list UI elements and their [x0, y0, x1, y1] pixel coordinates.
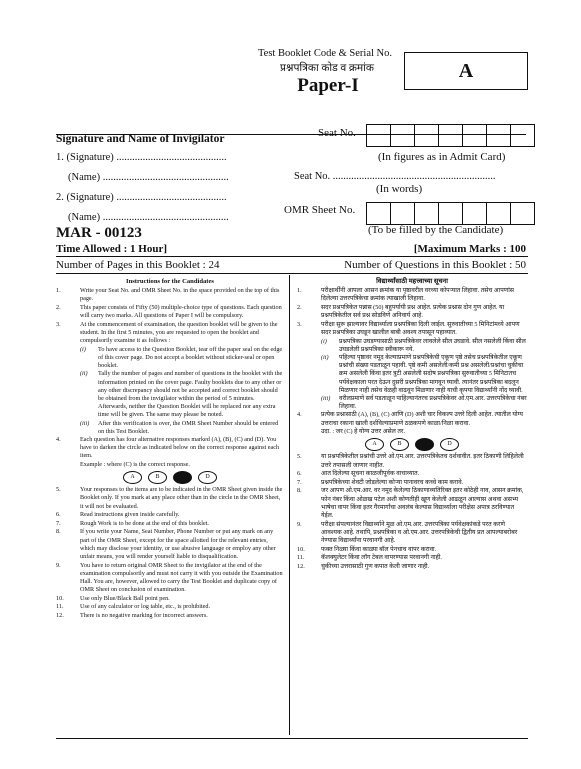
code-label-mr: प्रश्नपत्रिका कोड व क्रमांक: [280, 63, 374, 74]
sub-instruction-number: (ii): [80, 370, 88, 378]
instruction-text: आत दिलेल्या सूचना काळजीपूर्वक वाचाव्यात.: [321, 470, 420, 478]
invigilator-1-name[interactable]: (Name) ................................................: [68, 172, 229, 183]
maximum-marks: [Maximum Marks : 100: [413, 243, 526, 255]
sub-instruction-text: To have access to the Question Booklet, tear off the paper seal on the edge of this cover page. Do not accept a booklet without sticker-seal or open booklet.: [98, 345, 283, 370]
instruction-item: [297, 470, 527, 478]
instruction-item: [56, 562, 284, 595]
instruction-text: There is no negative marking for incorrect answers.: [80, 612, 208, 620]
instruction-item: [56, 304, 284, 320]
column-divider: [289, 275, 290, 735]
divider: [56, 256, 528, 257]
instruction-item: [56, 321, 284, 346]
instruction-text: सदर प्रश्नपत्रिकेत पन्नास (50) बहुपर्यायी प्रश्न आहेत. प्रत्येक प्रश्नास दोन गुण आहेत. या प्रश्नपत्रिकेतील सर्व प्रश्न सोडविणे अनिवार्य आहे.: [321, 304, 505, 320]
instruction-text: Each question has four alternative responses marked (A), (B), (C) and (D). You have to darken the circle as indicated below on the correct response against each item.: [80, 436, 280, 460]
instruction-text: If you write your Name, Seat Number, Phone Number or put any mark on any part of the OMR Sheet, except for the space allotted for the relevant entries, which may disclose your identity, or use abusive language or employ any other unfair means, you will render yourself liable to disqualification.: [80, 528, 276, 561]
instruction-item: [297, 479, 527, 487]
sub-instruction-number: (iii): [80, 419, 90, 427]
instruction-item: [56, 511, 284, 519]
exam-code: MAR - 00123: [56, 225, 142, 241]
seat-in-words-note: (In words): [376, 183, 423, 195]
sub-instruction-text: वरीलप्रमाणे सर्व पडताळून पाहिल्यानंतरच प्रश्नपत्रिकेवर ओ.एम.आर. उत्तरपत्रिकेचा नंबर लिहावा.: [339, 395, 527, 411]
instruction-number: 8.: [297, 487, 302, 495]
instruction-item: [56, 528, 284, 561]
instruction-item: [297, 546, 527, 554]
instruction-number: 4.: [297, 411, 302, 419]
seat-no-words[interactable]: Seat No. ..............................................................: [294, 171, 496, 182]
instruction-item: [297, 487, 527, 520]
code-label-en: Test Booklet Code & Serial No.: [258, 48, 392, 59]
instruction-number: 9.: [297, 520, 302, 528]
instruction-item: [297, 453, 527, 469]
instruction-text: Example : where (C) is the correct response.: [80, 461, 190, 469]
instruction-item: [297, 521, 527, 546]
seat-no-label: Seat No.: [318, 127, 356, 139]
instruction-text: परीक्षा संपल्यानंतर विद्यार्थ्याने मूळ ओ.एम.आर. उत्तरपत्रिका पर्यवेक्षकांकडे परत करणे आवश्यक आहे. तथापि, प्रश्नपत्रिका व ओ.एम.आर. उत्तरपत्रिकेची द्वितीय प्रत आपल्याबरोबर नेण्यास विद्यार्थ्यांना परवानगी आहे.: [321, 520, 518, 545]
example-bubbles: [56, 471, 284, 484]
instruction-text: Write your Seat No. and OMR Sheet No. in the space provided on the top of this page.: [80, 287, 280, 303]
instruction-number: 6.: [297, 470, 302, 478]
instruction-number: 1.: [297, 287, 302, 295]
instruction-number: 2.: [56, 304, 61, 311]
instruction-number: 12.: [56, 612, 64, 620]
instruction-number: 7.: [297, 478, 302, 486]
sub-instruction: [321, 338, 527, 354]
sub-instruction-number: (i): [80, 345, 86, 353]
instruction-item: [297, 411, 527, 427]
instruction-number: 11.: [56, 603, 64, 611]
instruction-text: फक्त निळ्या किंवा काळ्या बॉल पेनचाच वापर करावा.: [321, 545, 437, 553]
instruction-item: [56, 486, 284, 511]
instruction-number: 11.: [297, 554, 305, 562]
answer-bubble: A: [365, 438, 384, 451]
instruction-number: 8.: [56, 528, 61, 536]
instructions-en-title: Instructions for the Candidates: [126, 278, 214, 285]
instruction-number: 5.: [297, 453, 302, 461]
instruction-item: [297, 321, 527, 337]
instruction-item: [56, 603, 284, 611]
question-count: Number of Questions in this Booklet : 50: [344, 259, 526, 271]
sub-instruction-number: (iii): [321, 395, 331, 403]
invigilator-title: Signature and Name of Invigilator: [56, 133, 225, 145]
instruction-number: 12.: [297, 562, 305, 570]
sub-instruction-number: (i): [321, 337, 327, 345]
invigilator-2-signature[interactable]: 2. (Signature) ..........................................: [56, 192, 227, 203]
instructions-en: [56, 278, 284, 621]
instruction-item: [56, 436, 284, 461]
answer-bubble: [415, 438, 434, 451]
instruction-number: 10.: [297, 545, 305, 553]
instruction-text: उदा. : जर (C) हे योग्य उत्तर असेल तर.: [321, 428, 405, 436]
instruction-number: 3.: [297, 320, 302, 328]
instruction-number: 6.: [56, 511, 61, 519]
instruction-text: Use of any calculator or log table, etc., is prohibited.: [80, 603, 211, 611]
paper-title: Paper-I: [297, 75, 359, 96]
instruction-text: You have to return original OMR Sheet to the invigilator at the end of the examination compulsorily and must not carry it with you outside the Examination Hall. You are, however, allowed to carry the Test Booklet and duplicate copy of OMR Sheet on conclusion of examination.: [80, 561, 283, 594]
instruction-number: 5.: [56, 486, 61, 494]
instruction-number: 2.: [297, 304, 302, 311]
instruction-item: [297, 554, 527, 562]
instruction-text: Your responses to the items are to be indicated in the OMR Sheet given inside the Booklet only. If you mark at any place other than in the circle in the OMR Sheet, it will not be evaluated.: [80, 486, 283, 510]
instructions-mr: [297, 278, 527, 571]
instruction-item: [56, 520, 284, 528]
instruction-number: 10.: [56, 594, 64, 602]
sub-instruction: [321, 395, 527, 411]
instructions-mr-title: विद्यार्थ्यांसाठी महत्त्वाच्या सूचना: [376, 278, 448, 285]
instruction-text: परीक्षा सुरू झाल्यावर विद्यार्थ्याला प्रश्नपत्रिका दिली जाईल. सुरुवातीच्या 5 मिनिटांमध्ये आपण सदर प्रश्नपत्रिका उघडून खालील बाबी अवश्य तपासून पहाव्यात.: [321, 320, 520, 336]
invigilator-2-name[interactable]: (Name) ................................................: [68, 212, 229, 223]
sub-instruction-number: (ii): [321, 354, 329, 361]
instruction-text: This paper consists of Fifty (50) multiple-choice type of questions. Each question will carry two marks. All questions of Paper I will be compulsory.: [80, 304, 282, 320]
instruction-text: परीक्षार्थींनी आपला आसन क्रमांक या पृष्ठावरील वरच्या कोपऱ्यात लिहावा. तसेच आपणांस दिलेल्या उत्तरपत्रिकेचा क्रमांक त्याखाली लिहावा.: [321, 287, 514, 303]
sub-instruction-text: प्रश्नपत्रिका उघडण्यासाठी प्रश्नपत्रिकेवर लावलेले सील उघडावे. सील नसलेली किंवा सील उघडलेली प्रश्नपत्रिका स्वीकारू नये.: [339, 337, 526, 353]
instruction-text: प्रश्नपत्रिकेच्या शेवटी जोडलेल्या कोऱ्या पानावरच कच्चे काम करावे.: [321, 478, 464, 486]
instruction-text: At the commencement of examination, the question booklet will be given to the student. In the first 5 minutes, you are requested to open the booklet and compulsorily examine it as follows :: [80, 320, 278, 345]
instruction-item: [297, 304, 527, 320]
seat-no-note: (In figures as in Admit Card): [378, 151, 506, 163]
instruction-item: [56, 287, 284, 303]
answer-bubble: B: [390, 438, 409, 451]
omr-sheet-boxes[interactable]: [366, 202, 535, 225]
instruction-text: जर आपण ओ.एम.आर. वर नमूद केलेल्या ठिकाणाव्यतिरिक्त इतर कोठेही नाव, आसन क्रमांक, फोन नंबर किंवा ओळख पटेल अशी कोणतीही खूण केलेली आढळून आल्यास अथवा असभ्य भाषेचा वापर किंवा इतर गैरमार्गांचा अवलंब केल्यास विद्यार्थ्याला परीक्षेस अपात्र ठरविण्यात येईल.: [321, 487, 524, 520]
answer-bubble: B: [148, 471, 167, 484]
sub-instruction: [321, 354, 527, 395]
instruction-text: या प्रश्नपत्रिकेतील प्रश्नांची उत्तरे ओ.एम.आर. उत्तरपत्रिकेतच दर्शवावीत. इतर ठिकाणी लिहिलेली उत्तरे तपासली जाणार नाहीत.: [321, 453, 524, 469]
instruction-number: 7.: [56, 519, 61, 527]
sub-instruction: [80, 420, 284, 436]
instruction-text: कॅलक्युलेटर किंवा लॉग टेबल वापरण्यास परवानगी नाही.: [321, 554, 442, 562]
instruction-item: [56, 461, 284, 469]
instruction-number: [297, 428, 321, 436]
booklet-code-box: A: [404, 52, 528, 90]
sub-instruction-text: Tally the number of pages and number of questions in the booklet with the information printed on the cover page. Faulty booklets due to any other or any other discrepancy should not be accepted and correct booklet should be obtained from the invigilator within the period of 5 minutes. Afterwards, neither the Question Booklet will be replaced nor any extra time will be given. The same may please be noted.: [98, 370, 283, 419]
instruction-item: [297, 563, 527, 571]
page-count: Number of Pages in this Booklet : 24: [56, 259, 220, 271]
instruction-item: [56, 612, 284, 620]
instruction-text: चुकीच्या उत्तरासाठी गुण कपात केली जाणार नाही.: [321, 562, 430, 570]
instruction-text: Rough Work is to be done at the end of this booklet.: [80, 519, 209, 527]
sub-instruction: [80, 346, 284, 371]
omr-sheet-label: OMR Sheet No.: [284, 204, 356, 216]
bottom-rule: [56, 738, 528, 739]
divider: [56, 273, 528, 274]
instruction-text: Read instructions given inside carefully.: [80, 511, 180, 519]
answer-bubble: [173, 471, 192, 484]
instruction-number: 4.: [56, 436, 61, 444]
instruction-item: [56, 595, 284, 603]
example-bubbles-mr: [297, 438, 527, 451]
instruction-number: [56, 461, 80, 469]
instruction-number: 1.: [56, 287, 61, 295]
sub-instruction: [80, 370, 284, 419]
instruction-number: 3.: [56, 320, 61, 328]
instruction-text: प्रत्येक प्रश्नासाठी (A), (B), (C) आणि (D) अशी चार विकल्प उत्तरे दिली आहेत. त्यातील योग्य उत्तराचा रकाना खाली दर्शविल्याप्रमाणे ठळकपणे काळा/निळा करावा.: [321, 411, 523, 427]
sub-instruction-text: After this verification is over, the OMR Sheet Number should be entered on this Test Booklet.: [98, 419, 279, 435]
time-allowed: Time Allowed : 1 Hour]: [56, 243, 168, 255]
answer-bubble: D: [440, 438, 459, 451]
seat-no-boxes[interactable]: [366, 124, 535, 147]
answer-bubble: D: [198, 471, 217, 484]
instruction-number: 9.: [56, 561, 61, 569]
instruction-text: Use only Blue/Black Ball point pen.: [80, 594, 170, 602]
instruction-item: [297, 287, 527, 303]
instruction-item: [297, 428, 527, 436]
invigilator-1-signature[interactable]: 1. (Signature) ..........................................: [56, 152, 227, 163]
sub-instruction-text: पहिल्या पृष्ठावर नमूद केल्याप्रमाणे प्रश्नपत्रिकेची एकूण पृष्ठे तसेच प्रश्नपत्रिकेतील एकूण प्रश्नांची संख्या पडताळून पहावी. पृष्ठे कमी असलेली/कमी प्रश्न असलेली/प्रश्नांचा चुकीचा क्रम असलेली किंवा इतर त्रुटी असलेली सदोष प्रश्नपत्रिका सुरुवातीच्या 5 मिनिटातच पर्यवेक्षकाला परत देऊन दुसरी प्रश्नपत्रिका मागवून घ्यावी. त्यानंतर प्रश्नपत्रिका बदलून मिळणार नाही तसेच वेळही वाढवून मिळणार नाही याची कृपया विद्यार्थ्यांनी नोंद घ्यावी.: [339, 354, 524, 394]
omr-sheet-note: (To be filled by the Candidate): [368, 224, 504, 236]
answer-bubble: A: [123, 471, 142, 484]
